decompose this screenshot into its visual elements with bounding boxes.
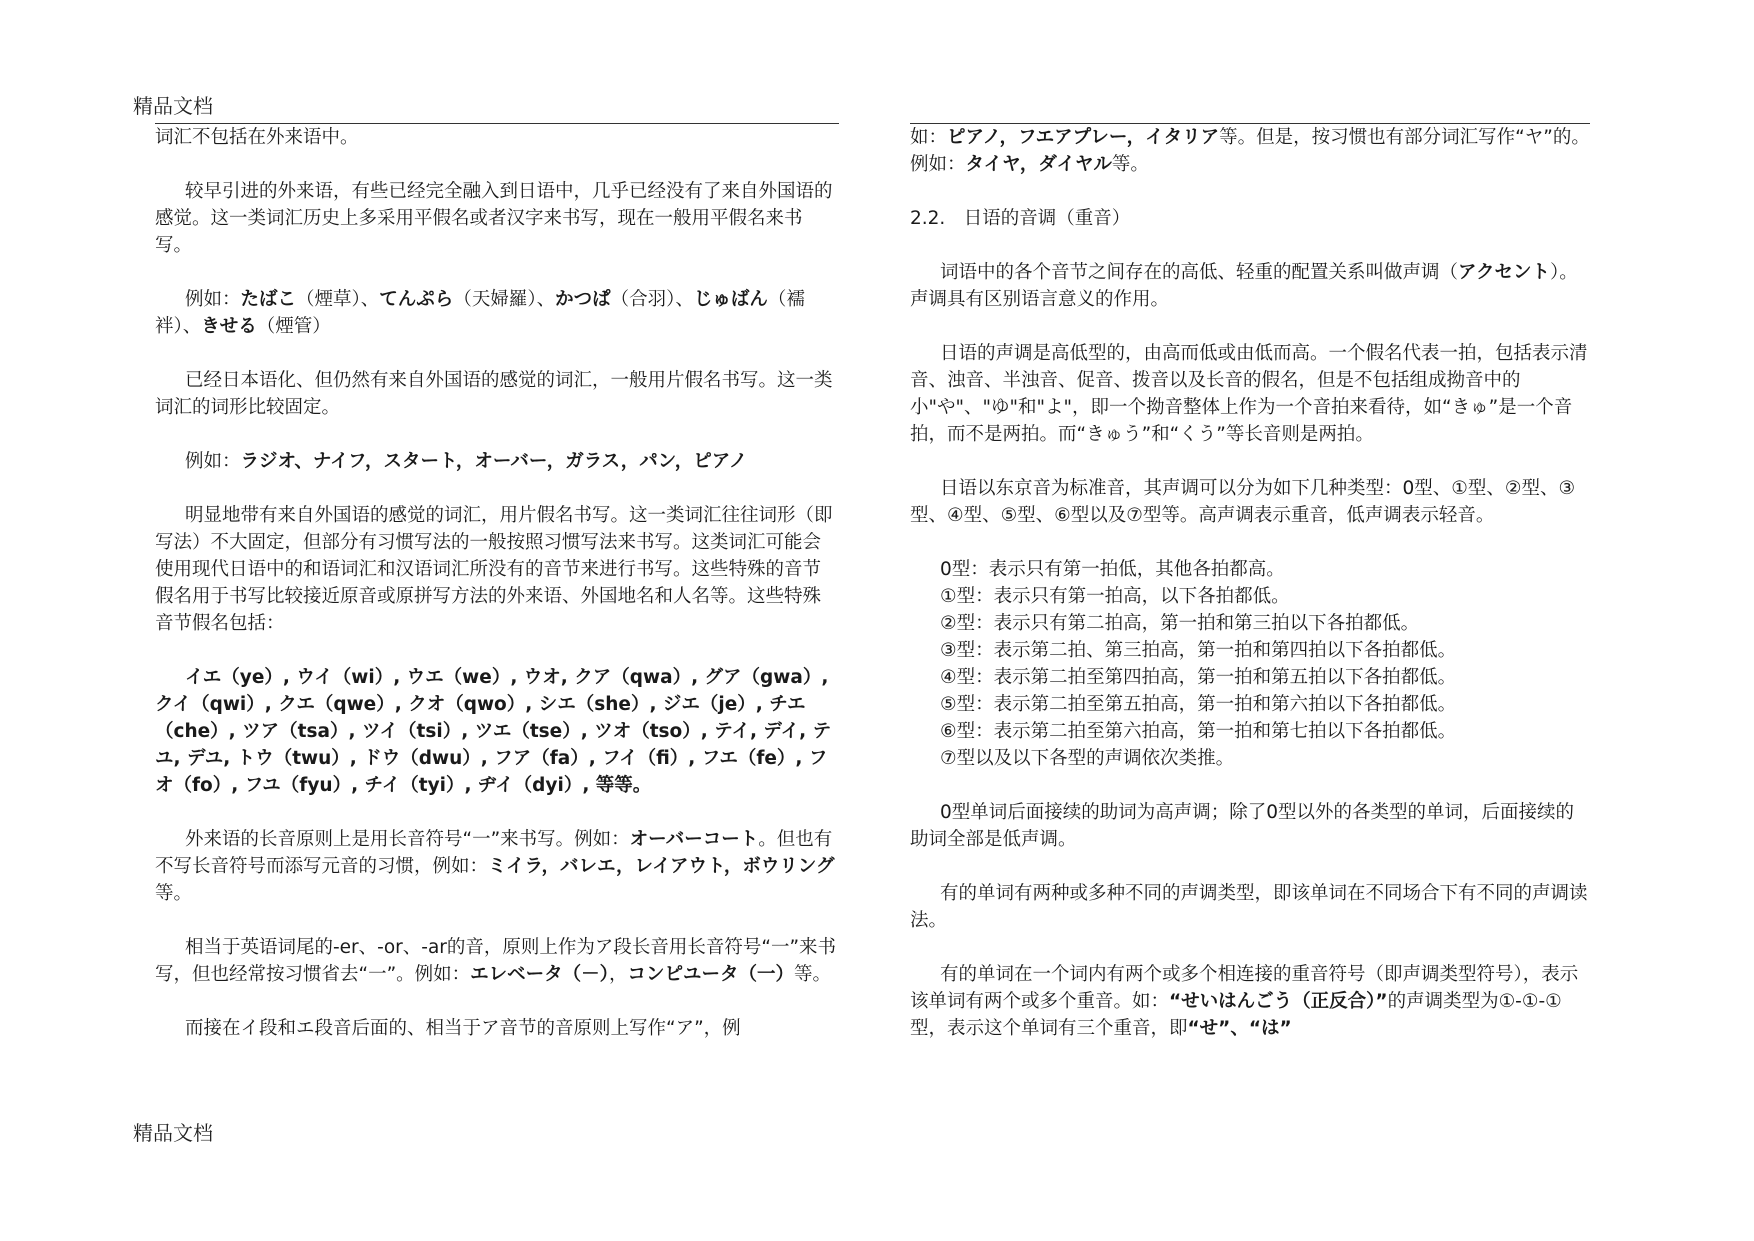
text-run: 的声调类型为①-①-①型，表示这个单词有三个重音，即 bbox=[910, 991, 1562, 1039]
left-paragraph-5: 明显地带有来自外国语的感觉的词汇，用片假名书写。这一类词汇往往词形（即写法）不大固定，但部分有习惯写法的一般按照习惯写法来书写。这类词汇可能会使用现代日语中的和语词汇和汉语词汇所没有的音节来进行书写。这些特殊的音节假名用于书写比较接近原音或原拼写方法的外来语、外国地名和人名等。这些特殊音节假名包括： bbox=[155, 505, 833, 634]
right-paragraph-1 bbox=[910, 259, 1590, 313]
example-kanji: （天婦羅）、 bbox=[453, 289, 556, 310]
left-paragraph-7 bbox=[155, 826, 839, 907]
footer-watermark: 精品文档 bbox=[133, 1121, 213, 1145]
example-word: エレベータ（－） bbox=[470, 964, 609, 985]
accent-type-list bbox=[910, 556, 1590, 772]
accent-type-item: ⑥型：表示第二拍至第六拍高，第一拍和第七拍以下各拍都低。 bbox=[940, 721, 1457, 742]
example-kanji: （煙草）、 bbox=[296, 289, 380, 310]
example-word: きせる bbox=[201, 316, 257, 337]
example-prefix: 例如： bbox=[185, 451, 241, 472]
accent-type-item: ⑤型：表示第二拍至第五拍高，第一拍和第六拍以下各拍都低。 bbox=[940, 694, 1457, 715]
example-word: じゅばん bbox=[693, 289, 768, 310]
example-kanji: （合羽）、 bbox=[610, 289, 694, 310]
left-column bbox=[155, 124, 839, 1069]
left-paragraph-0: 词汇不包括在外来语中。 bbox=[155, 127, 359, 148]
left-example-katakana bbox=[155, 448, 839, 475]
accent-type-item: ④型：表示第二拍至第四拍高，第一拍和第五拍以下各拍都低。 bbox=[940, 667, 1457, 688]
example-words: ピアノ，フエアプレー，イタリア bbox=[947, 127, 1220, 148]
example-words: ラジオ、ナイフ，スタート，オーバー，ガラス，パン，ピアノ bbox=[240, 451, 748, 472]
text-run: ， bbox=[608, 964, 628, 985]
example-word: てんぷら bbox=[379, 289, 454, 310]
left-paragraph-1: 较早引进的外来语，有些已经完全融入到日语中，几乎已经没有了来自外国语的感觉。这一类词汇历史上多采用平假名或者汉字来书写，现在一般用平假名来书写。 bbox=[155, 181, 833, 256]
text-run: 有的单词在一个词内有两个或多个相连接的重音符号（即声调类型符号），表示该单词有两个或多个重音。如： bbox=[910, 964, 1579, 1012]
header-watermark: 精品文档 bbox=[133, 94, 213, 118]
accent-type-item: 0型：表示只有第一拍低，其他各拍都高。 bbox=[940, 559, 1285, 580]
accent-type-item: ②型：表示只有第二拍高，第一拍和第三拍以下各拍都低。 bbox=[940, 613, 1420, 634]
example-kanji: （襦袢）、 bbox=[155, 289, 805, 337]
right-paragraph-5: 有的单词有两种或多种不同的声调类型，即该单词在不同场合下有不同的声调读法。 bbox=[910, 883, 1588, 931]
text-run: 如： bbox=[910, 127, 948, 148]
example-word: かつぱ bbox=[555, 289, 611, 310]
example-prefix: 例如： bbox=[185, 289, 241, 310]
accent-type-item: ⑦型以及以下各型的声调依次类推。 bbox=[940, 748, 1235, 769]
example-word: アクセント bbox=[1458, 262, 1550, 283]
text-run: 相当于英语词尾的-er、-or、-ar的音，原则上作为ア段长音用长音符号“一”来书写，但也经常按习惯省去“一”。例如： bbox=[155, 937, 837, 985]
example-words: タイヤ，ダイヤル bbox=[965, 154, 1112, 175]
right-column bbox=[910, 124, 1590, 1069]
text-run: ）。声调具有区别语言意义的作用。 bbox=[910, 262, 1578, 310]
right-paragraph-6 bbox=[910, 961, 1590, 1042]
example-word: たばこ bbox=[240, 289, 297, 310]
left-paragraph-9: 而接在イ段和エ段音后面的、相当于ア音节的音原则上写作“ア”，例 bbox=[185, 1018, 741, 1039]
accent-type-item: ③型：表示第二拍、第三拍高，第一拍和第四拍以下各拍都低。 bbox=[940, 640, 1457, 661]
example-word: オーバーコート bbox=[629, 829, 759, 850]
left-paragraph-8 bbox=[155, 934, 839, 988]
text-run: 。但也有不写长音符号而添写元音的习惯，例如： bbox=[155, 829, 833, 877]
example-words: ミイラ，バレエ，レイアウト，ボウリング bbox=[488, 856, 835, 877]
text-run: 词语中的各个音节之间存在的高低、轻重的配置关系叫做声调（ bbox=[940, 262, 1459, 283]
right-paragraph-4: 0型单词后面接续的助词为高声调；除了0型以外的各类型的单词，后面接续的助词全部是低声调。 bbox=[910, 802, 1575, 850]
accent-type-item: ①型：表示只有第一拍高，以下各拍都低。 bbox=[940, 586, 1290, 607]
text-run: 等。 bbox=[1111, 154, 1149, 175]
right-paragraph-2: 日语的声调是高低型的，由高而低或由低而高。一个假名代表一拍，包括表示清音、浊音、半浊音、促音、拨音以及长音的假名，但是不包括组成拗音中的小"や"、"ゆ"和"よ"，即一个拗音整体上作为一个音拍来看待，如“きゅ”是一个音拍，而不是两拍。而“きゅう”和“くう”等长音则是两拍。 bbox=[910, 343, 1588, 445]
example-word: “せ”、“は” bbox=[1187, 1018, 1292, 1039]
special-kana-list: イエ（ye）, ウイ（wi）, ウエ（we）, ウオ, クア（qwa）, グア（gwa）, クイ（qwi）, クエ（qwe）, クオ（qwo）, シエ（she）, ジエ（je）, チエ（che）, ツア（tsa）, ツイ（tsi）, ツエ（tse）, ツオ（tso）, テイ, デイ, テユ, デユ, トウ（twu）, ドウ（dwu）, フア（fa）, フイ（fi）, フエ（fe）, フオ（fo）, フユ（fyu）, チイ（tyi）, ヂイ（dyi）, 等等。 bbox=[155, 667, 832, 796]
section-heading: 2.2. 日语的音调（重音） bbox=[910, 208, 1131, 229]
right-paragraph-3: 日语以东京音为标准音，其声调可以分为如下几种类型：0型、①型、②型、③型、④型、⑤型、⑥型以及⑦型等。高声调表示重音，低声调表示轻音。 bbox=[910, 478, 1576, 526]
text-run: 外来语的长音原则上是用长音符号“一”来书写。例如： bbox=[185, 829, 630, 850]
left-paragraph-3: 已经日本语化、但仍然有来自外国语的感觉的词汇，一般用片假名书写。这一类词汇的词形比较固定。 bbox=[155, 370, 833, 418]
example-kanji: （煙管） bbox=[256, 316, 331, 337]
left-example-hiragana bbox=[155, 286, 839, 340]
example-word: “せいはんごう（正反合）” bbox=[1169, 991, 1388, 1012]
text-run: 等。 bbox=[793, 964, 831, 985]
text-run: 等。但是，按习惯也有部分词汇写作“ヤ”的。例如： bbox=[910, 127, 1590, 175]
right-paragraph-0 bbox=[910, 124, 1590, 178]
example-word: コンピユータ（一） bbox=[627, 964, 794, 985]
text-run: 等。 bbox=[155, 883, 193, 904]
